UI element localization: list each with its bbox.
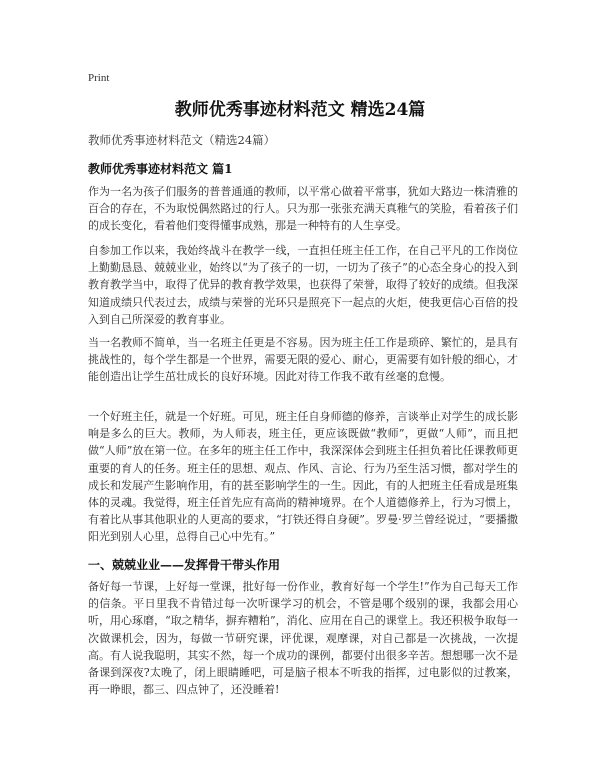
print-label: Print [88, 72, 110, 84]
paragraph-5: 备好每一节课，上好每一堂课，批好每一份作业，教育好每一个学生!”作为自己每天工作的信条。平日里我不肯错过每一次听课学习的机会，不管是哪个级别的课，我都会用心听，用心琢磨，“取之精华，摒弃糟粕”，消化、应用在自己的课堂上。我还积极争取每一次做课机会，因为，每做一节研究课，评优课，观摩课，对自己都是一次挑战，一次提高。有人说我聪明，其实不然，每一个成功的课例，都要付出很多辛苦。想想哪一次不是备课到深夜?太晚了，闭上眼睛睡吧，可是脑子根本不听我的指挥，过电影似的过教案，再一睁眼，都三、四点钟了，还没睡着! [88, 580, 518, 697]
paragraph-2: 自参加工作以来，我始终战斗在教学一线，一直担任班主任工作，在自己平凡的工作岗位上勤勤恳恳、兢兢业业，始终以“为了孩子的一切，一切为了孩子”的心态全身心的投入到教育教学当中，取得了优异的教育教学效果，也获得了荣誉，取得了较好的成绩。但我深知道成绩只代表过去，成绩与荣誉的光环只是照亮下一起点的火炬，使我更信心百倍的投入到自己所深爱的教育事业。 [88, 244, 518, 326]
paragraph-1: 作为一名为孩子们服务的普普通通的教师，以平常心做着平常事，犹如大路边一株清雅的百合的存在，不为取悦偶然路过的行人。只为那一张张充满天真稚气的笑脸，看着孩子们的成长变化，看着他们变得懂事成熟，那是一种特有的人生享受。 [88, 185, 518, 233]
document-title: 教师优秀事迹材料范文 精选24篇 [174, 100, 426, 120]
document-subtitle: 教师优秀事迹材料范文（精选24篇） [88, 133, 276, 147]
paragraph-3: 当一名教师不简单，当一名班主任更是不容易。因为班主任工作是琐碎、繁忙的，是具有挑战性的，每个学生都是一个世界，需要无限的爱心、耐心，更需要有如针般的细心，才能创造出让学生茁壮成长的良好环境。因此对待工作我不敢有丝毫的怠慢。 [88, 336, 518, 384]
paragraph-4: 一个好班主任，就是一个好班。可见，班主任自身师德的修养，言谈举止对学生的成长影响是多么的巨大。教师，为人师表，班主任，更应该既做“教师”，更做“人师”，而且把做“人师”放在第一位。在多年的班主任工作中，我深深体会到班主任担负着比任课教师更重要的育人的任务。班主任的思想、观点、作风、言论、行为乃至生活习惯，都对学生的成长和发展产生影响作用，有的甚至影响学生的一生。因此，有的人把班主任看成是班集体的灵魂。我觉得，班主任首先应有高尚的精神境界。在个人道德修养上，行为习惯上，有着比从事其他职业的人更高的要求，“打铁还得自身硬”。罗曼·罗兰曾经说过，“要播撒阳光到别人心里，总得自己心中先有。” [88, 410, 518, 544]
article-heading: 教师优秀事迹材料范文 篇1 [88, 162, 233, 176]
section-heading: 一、兢兢业业——发挥骨干带头作用 [88, 558, 281, 572]
